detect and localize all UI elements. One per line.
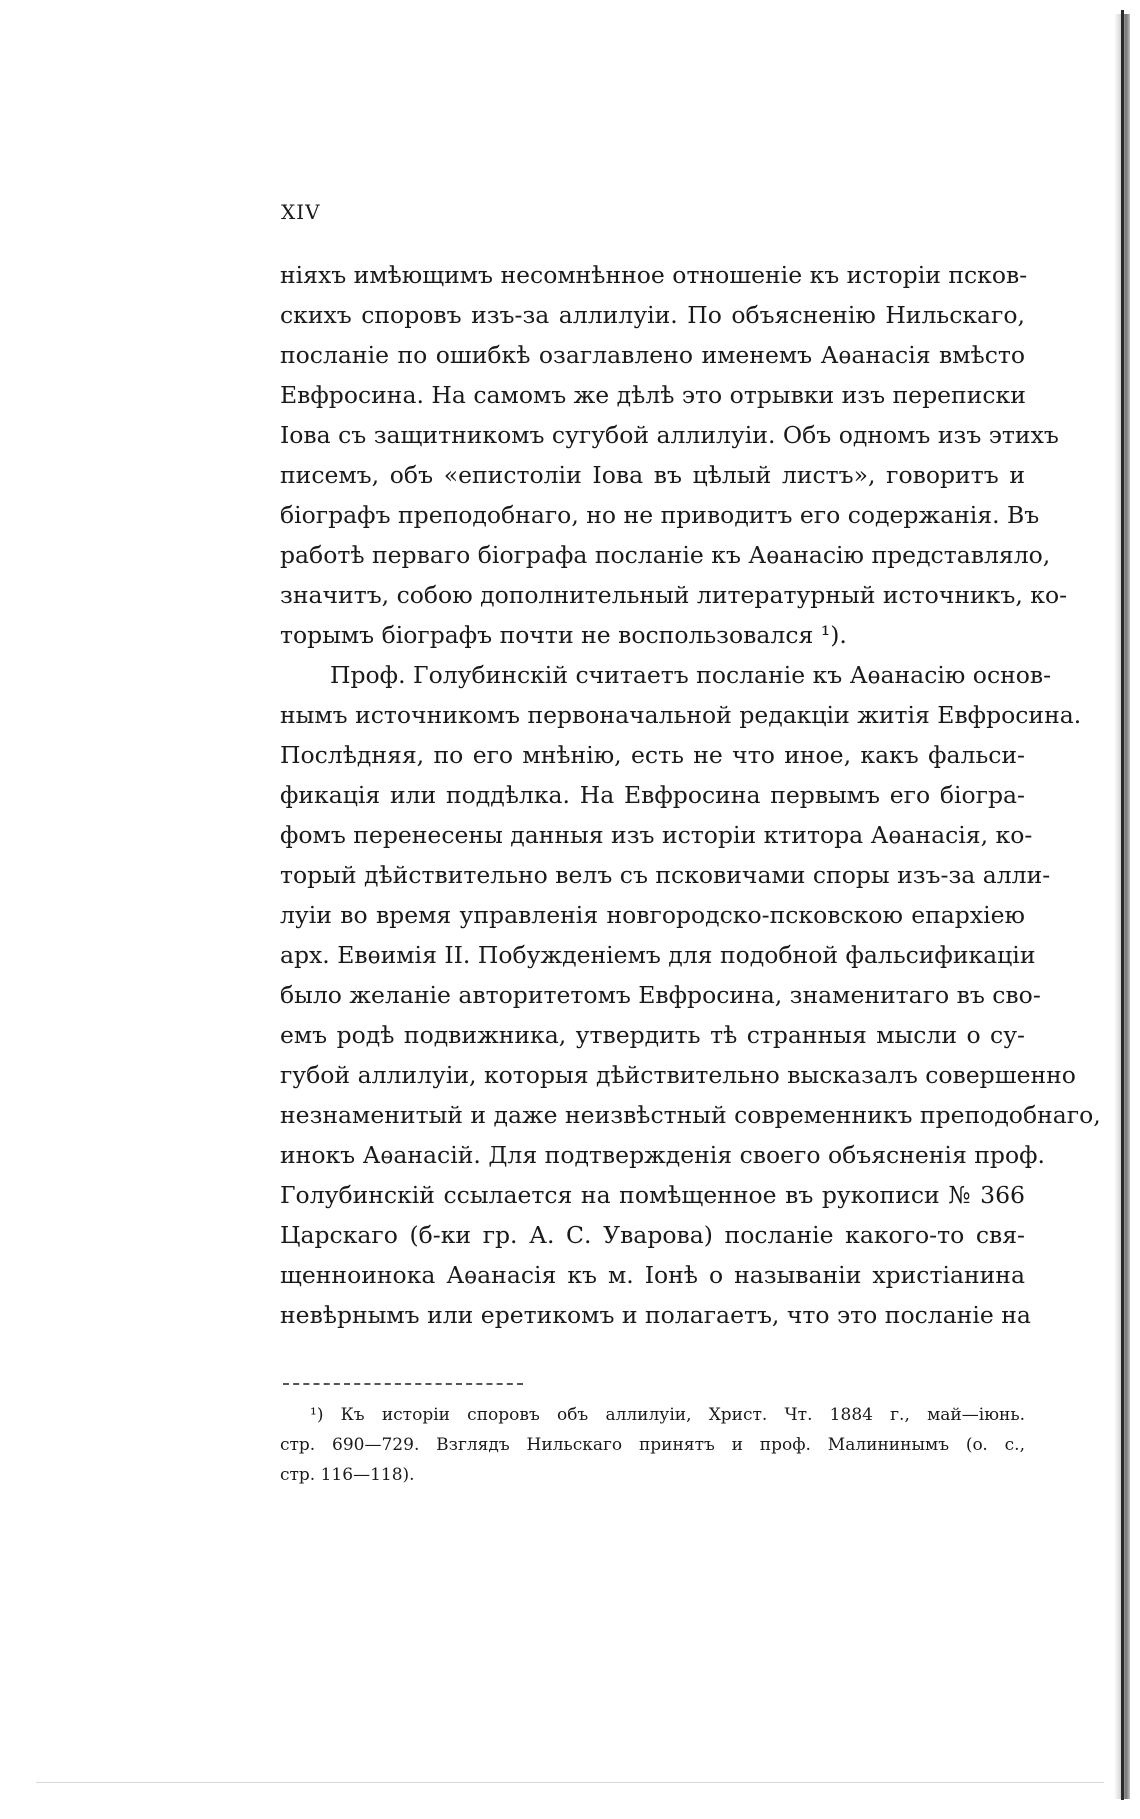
page-number: XIV <box>281 200 321 224</box>
page-bottom-edge <box>36 1782 1104 1783</box>
page-edge-line <box>1121 10 1124 1800</box>
body-line: невѣрнымъ или еретикомъ и полагаетъ, что это посланіе на <box>280 1301 1031 1329</box>
body-line: губой аллилуіи, которыя дѣйствительно высказалъ совершенно <box>280 1061 1076 1089</box>
body-line: работѣ перваго біографа посланіе къ Аѳанасію представляло, <box>280 541 1051 569</box>
body-line: торымъ біографъ почти не воспользовался ¹). <box>280 621 847 649</box>
body-line: фикація или поддѣлка. На Евфросина первымъ его біогра- <box>280 781 1025 809</box>
body-line: Евфросина. На самомъ же дѣлѣ это отрывки изъ переписки <box>280 381 1026 409</box>
body-text <box>280 255 1101 1335</box>
footnote-line: ¹) Къ исторіи споровъ объ аллилуіи, Христ. Чт. 1884 г., май—іюнь. <box>310 1405 1025 1425</box>
body-line: писемъ, объ «епистоліи Іова въ цѣлый листъ», говоритъ и <box>280 461 1025 489</box>
body-line: незнаменитый и даже неизвѣстный современникъ преподобнаго, <box>280 1101 1101 1129</box>
body-line: щенноинока Аѳанасія къ м. Іонѣ о называніи христіанина <box>280 1261 1025 1289</box>
body-line: нымъ источникомъ первоначальной редакціи житія Евфросина. <box>280 701 1082 729</box>
body-line-paragraph-start: Проф. Голубинскій считаетъ посланіе къ Аѳанасію основ- <box>330 661 1052 689</box>
body-line: арх. Евѳимія II. Побужденіемъ для подобной фальсификаціи <box>280 941 1036 969</box>
body-line: емъ родѣ подвижника, утвердить тѣ странныя мысли о су- <box>280 1021 1025 1049</box>
footnote-separator <box>283 1383 523 1385</box>
body-line: ніяхъ имѣющимъ несомнѣнное отношеніе къ исторіи псков- <box>280 261 1028 289</box>
body-line: скихъ споровъ изъ-за аллилуіи. По объясненію Нильскаго, <box>280 301 1025 329</box>
body-line: фомъ перенесены данныя изъ исторіи ктитора Аѳанасія, ко- <box>280 821 1033 849</box>
body-line: Послѣдняя, по его мнѣнію, есть не что иное, какъ фальси- <box>280 741 1025 769</box>
footnotes <box>280 1400 1025 1490</box>
body-line: Царскаго (б-ки гр. А. С. Уварова) посланіе какого-то свя- <box>280 1221 1025 1249</box>
body-line: Голубинскій ссылается на помѣщенное въ рукописи № 366 <box>280 1181 1025 1209</box>
body-line: значитъ, собою дополнительный литературный источникъ, ко- <box>280 581 1068 609</box>
body-line: торый дѣйствительно велъ съ псковичами споры изъ-за алли- <box>280 861 1051 889</box>
body-line: Іова съ защитникомъ сугубой аллилуіи. Объ одномъ изъ этихъ <box>280 421 1059 449</box>
footnote-line: стр. 116—118). <box>280 1465 415 1485</box>
body-line: луіи во время управленія новгородско-псковскою епархіею <box>280 901 1025 929</box>
footnote-line: стр. 690—729. Взглядъ Нильскаго принятъ и проф. Малининымъ (o. с., <box>280 1435 1025 1455</box>
body-line: инокъ Аѳанасій. Для подтвержденія своего объясненія проф. <box>280 1141 1045 1169</box>
body-line: біографъ преподобнаго, но не приводитъ его содержанія. Въ <box>280 501 1040 529</box>
body-line: посланіе по ошибкѣ озаглавлено именемъ Аѳанасія вмѣсто <box>280 341 1025 369</box>
body-line: было желаніе авторитетомъ Евфросина, знаменитаго въ сво- <box>280 981 1041 1009</box>
